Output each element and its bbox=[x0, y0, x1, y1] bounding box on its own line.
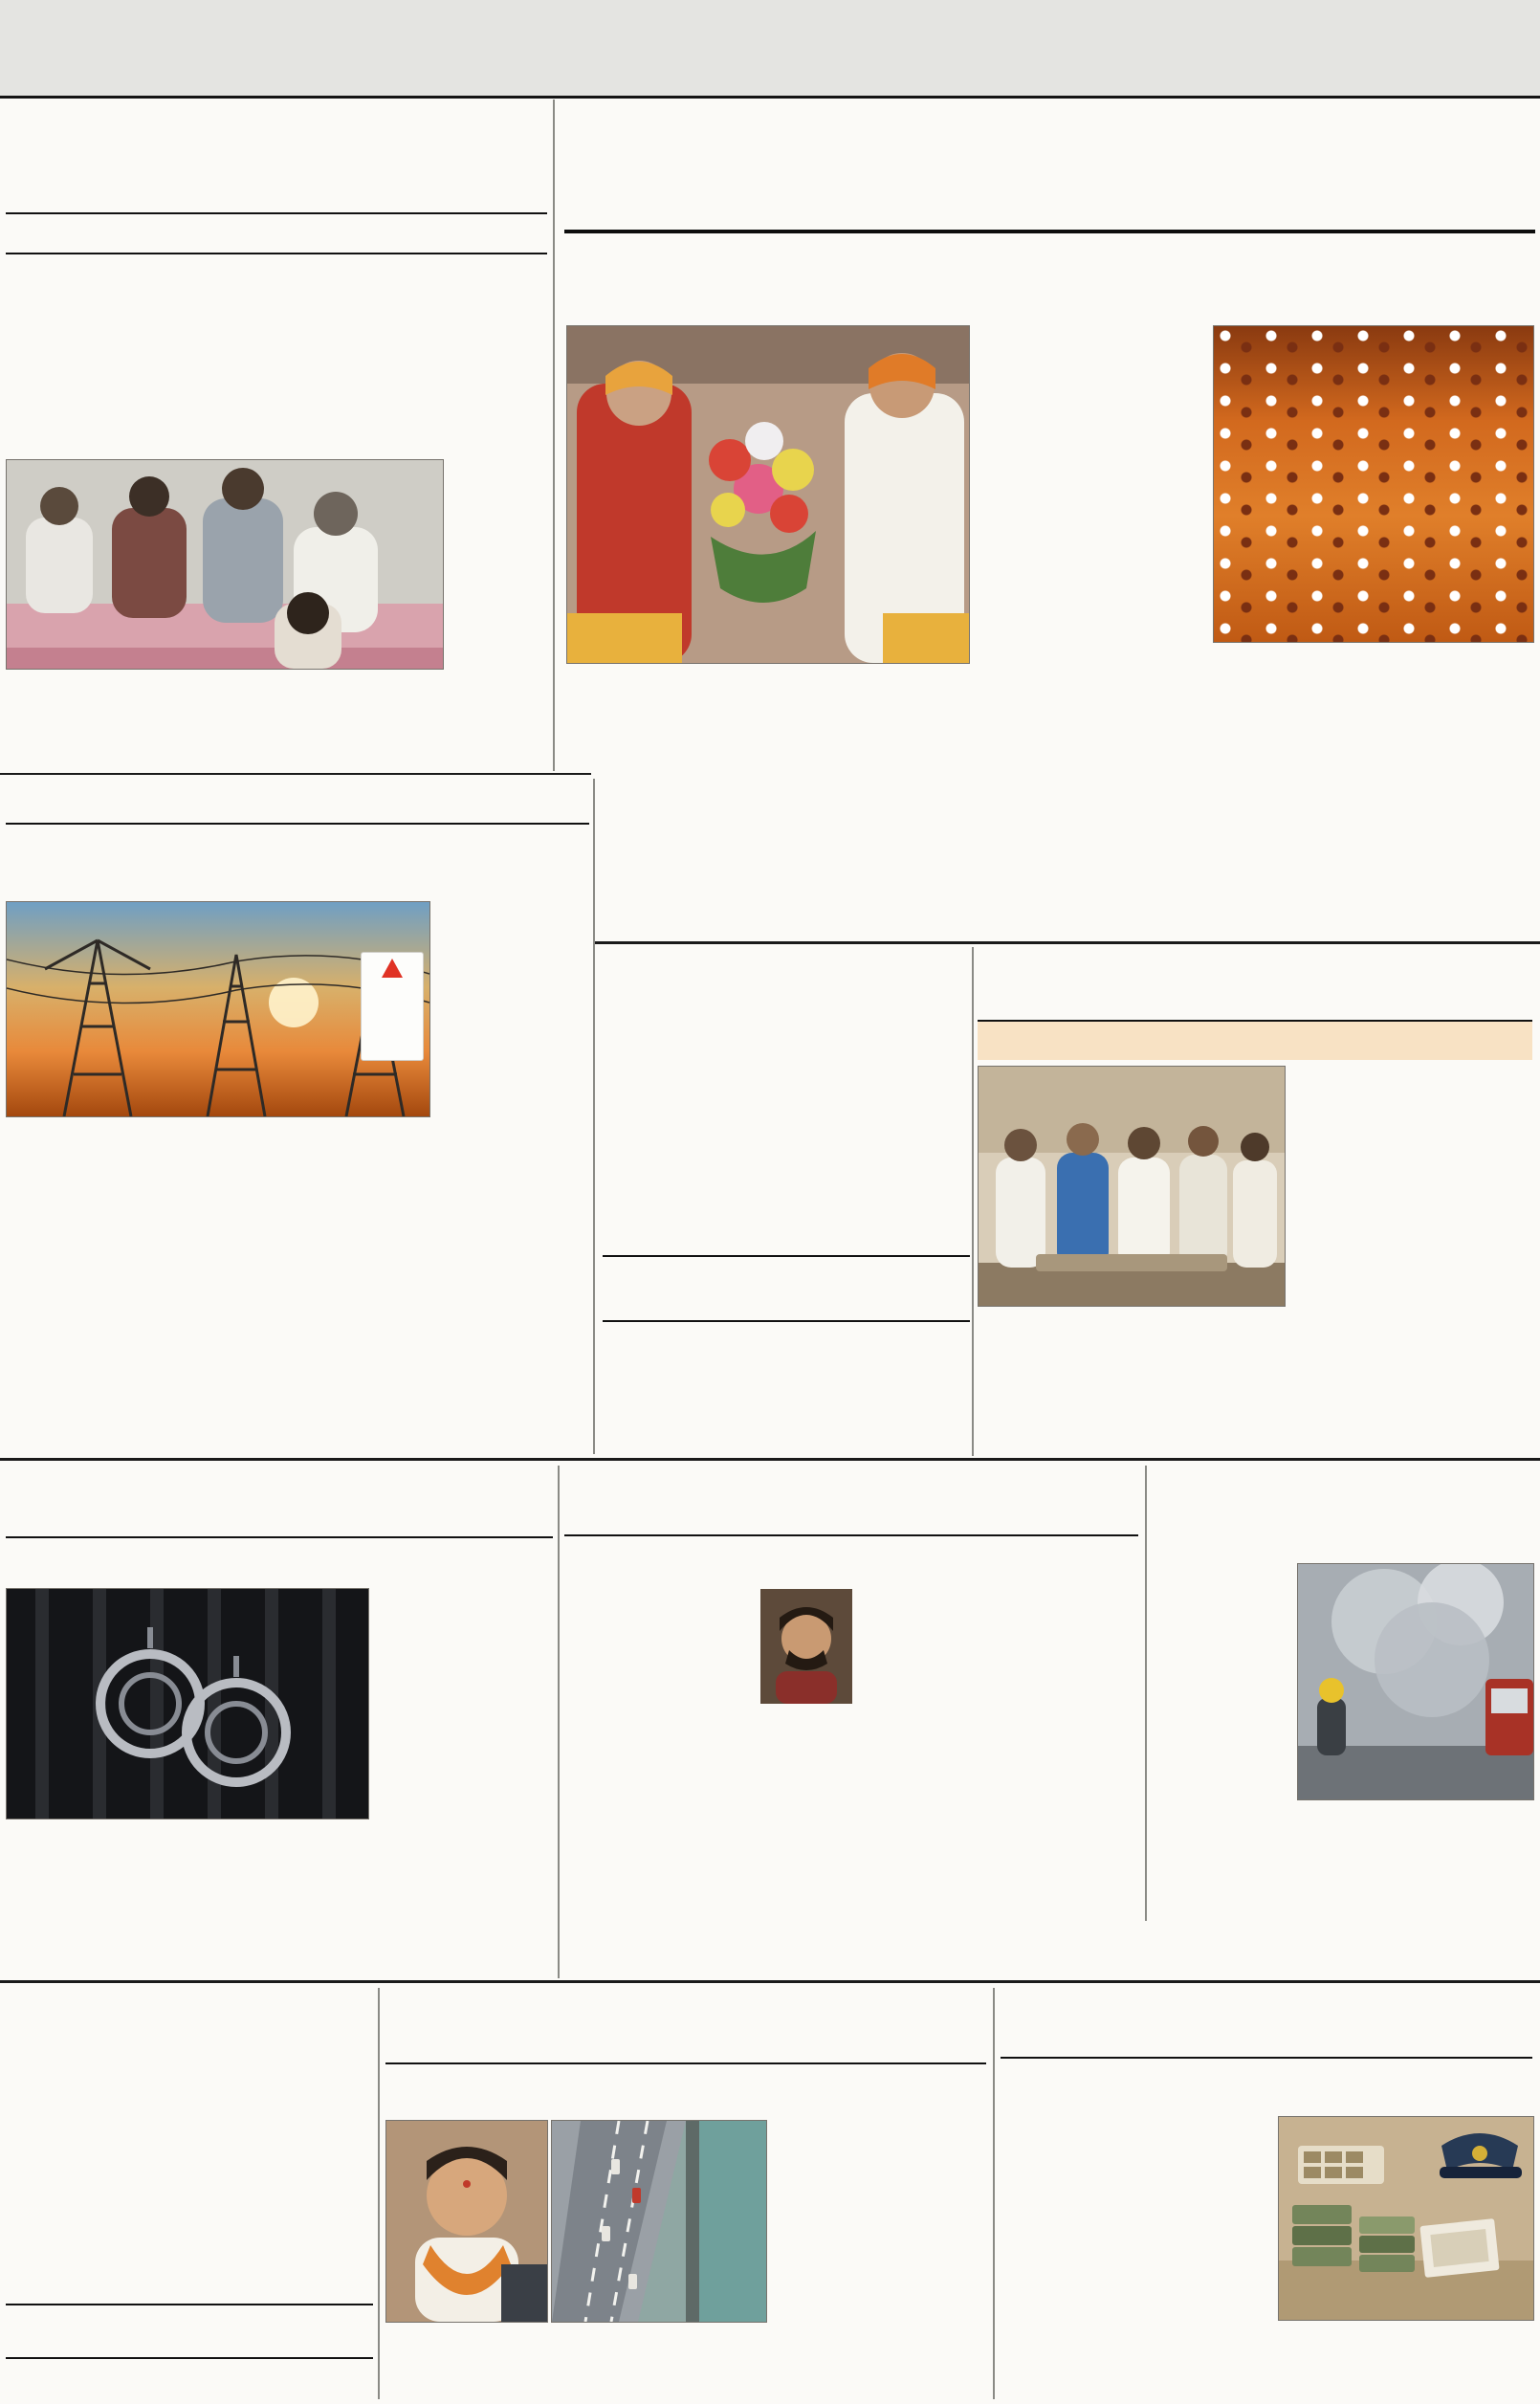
rule bbox=[6, 823, 589, 825]
header-band bbox=[0, 0, 1540, 99]
tax-body-bottom bbox=[603, 1328, 970, 1462]
stamps-col-below bbox=[1001, 2327, 1532, 2399]
bangla-subhead bbox=[6, 1540, 553, 1582]
divider bbox=[593, 779, 595, 1454]
bmc-subhead-1 bbox=[564, 239, 1535, 277]
article-mehdi bbox=[6, 99, 547, 459]
rule bbox=[6, 212, 547, 214]
mehdi-body-top bbox=[6, 262, 547, 459]
article-stamps bbox=[1001, 1988, 1532, 2108]
tax-body-top bbox=[603, 1047, 970, 1249]
meeting-photo bbox=[978, 1066, 1286, 1307]
mehdi-subhead bbox=[6, 218, 547, 251]
divider bbox=[378, 1988, 380, 2399]
bmc-col-right bbox=[974, 329, 1207, 899]
divider bbox=[972, 947, 974, 1456]
rule bbox=[603, 1255, 970, 1257]
rule bbox=[0, 1458, 1540, 1461]
mehdi-body-bottom bbox=[6, 673, 547, 769]
mahavitaran-col-below bbox=[6, 1123, 429, 1410]
article-bmc bbox=[564, 98, 1535, 316]
coastal-subhead bbox=[385, 2066, 986, 2108]
mahavitaran-kicker bbox=[6, 779, 589, 821]
article-bangla bbox=[6, 1466, 553, 1582]
mahavitaran-logo bbox=[361, 952, 424, 1061]
rule bbox=[385, 2062, 986, 2064]
vasai-subhead bbox=[978, 1020, 1532, 1060]
coastal-col-right bbox=[771, 2120, 986, 2321]
shinde-portrait-photo bbox=[385, 2120, 548, 2323]
article-vasai bbox=[978, 949, 1532, 1060]
article-bjp bbox=[6, 1988, 373, 2403]
rule bbox=[0, 1980, 1540, 1983]
bus-col-below bbox=[1153, 1804, 1532, 1917]
coastal-col-below bbox=[385, 2327, 986, 2399]
rule bbox=[595, 941, 1540, 944]
tax-subhead bbox=[603, 1006, 970, 1041]
article-tax bbox=[603, 949, 970, 1462]
bmc-col-under-mosque bbox=[1213, 651, 1532, 899]
article-coastal bbox=[385, 1988, 986, 2108]
rule bbox=[0, 773, 591, 775]
congregation-photo bbox=[6, 459, 444, 670]
bus-fire-photo bbox=[1297, 1563, 1534, 1800]
bangla-col-right bbox=[373, 1588, 553, 1818]
stamps-col-right bbox=[1001, 2116, 1270, 2319]
bjp-body bbox=[6, 2047, 373, 2300]
divider bbox=[1145, 1466, 1147, 1921]
vasai-col-right bbox=[1289, 1066, 1532, 1305]
handcuffs-photo bbox=[6, 1588, 369, 1820]
bmc-subhead-2 bbox=[564, 277, 1535, 316]
coastal-road-photo bbox=[551, 2120, 767, 2323]
ranveer-portrait-photo bbox=[758, 1586, 855, 1707]
bangla-col-below bbox=[6, 1825, 553, 1974]
mosque-interior-photo bbox=[1213, 325, 1534, 643]
mahavitaran-col-right bbox=[434, 901, 589, 1410]
bus-col-left bbox=[1153, 1563, 1292, 1798]
ranveer-subhead bbox=[564, 1538, 1138, 1577]
rule bbox=[603, 1320, 970, 1322]
seized-stamps-photo bbox=[1278, 2116, 1534, 2321]
article-bus bbox=[1153, 1466, 1532, 1554]
article-mahavitaran bbox=[6, 779, 589, 888]
mosque-interior-texture bbox=[1214, 326, 1533, 642]
tax-inset-headline bbox=[603, 1259, 970, 1318]
mehdi-body-side bbox=[450, 459, 547, 668]
divider bbox=[558, 1466, 560, 1978]
article-ranveer bbox=[564, 1466, 1138, 1577]
bouquet-presentation-photo bbox=[566, 325, 970, 664]
vasai-col-below bbox=[978, 1312, 1532, 1452]
rule bbox=[1001, 2057, 1532, 2059]
stamps-subhead bbox=[1001, 2061, 1532, 2108]
rule bbox=[6, 2357, 373, 2359]
rule bbox=[6, 253, 547, 254]
mahavitaran-logo-subtitle bbox=[362, 980, 423, 983]
divider bbox=[993, 1988, 995, 2399]
bmc-col-under-photo bbox=[566, 670, 968, 899]
govandi-body bbox=[6, 2363, 373, 2403]
divider bbox=[553, 99, 555, 771]
rule bbox=[564, 230, 1535, 233]
masthead bbox=[1100, 0, 1416, 94]
rule bbox=[6, 2304, 373, 2305]
powerlines-photo bbox=[6, 901, 430, 1117]
rule bbox=[564, 1534, 1138, 1536]
mahavitaran-logo-mark bbox=[382, 959, 403, 978]
rule bbox=[6, 1536, 553, 1538]
